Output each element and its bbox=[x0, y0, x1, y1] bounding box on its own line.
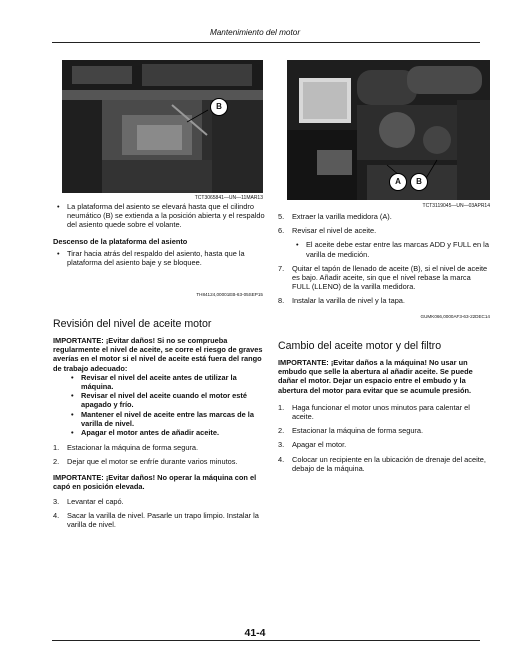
seat-lower-heading: Descenso de la plataforma del asiento bbox=[53, 236, 188, 246]
seat-raise-bullet: • La plataforma del asiento se elevará hasta que el cilindro neumático (B) se extienda a la posición abierta y el respaldo del asiento quede sobre el volante. bbox=[53, 202, 265, 230]
step-item bbox=[278, 296, 490, 305]
section-title-oil-change: Cambio del aceite motor y del filtro bbox=[278, 340, 442, 352]
step-item bbox=[53, 443, 265, 452]
step-text: Quitar el tapón de llenado de aceite (B), si el nivel de aceite es bajo. Añadir aceite, sin que el nivel rebase la marca FULL (LLENO) de la varilla medidora. bbox=[292, 263, 488, 292]
step-item bbox=[278, 264, 490, 292]
important-label: IMPORTANTE: bbox=[53, 336, 104, 345]
step-text: Estacionar la máquina de forma segura. bbox=[292, 426, 424, 436]
step-number: 2. bbox=[53, 457, 60, 467]
important-notice-3 bbox=[278, 358, 490, 395]
step-number: 3. bbox=[278, 440, 285, 450]
step-number: 8. bbox=[278, 296, 285, 306]
step-item bbox=[278, 226, 490, 235]
step-text: Extraer la varilla medidora (A). bbox=[292, 212, 392, 221]
step-item bbox=[278, 403, 490, 421]
step-number: 3. bbox=[53, 497, 60, 507]
step-number: 4. bbox=[53, 511, 60, 521]
step-text: Haga funcionar el motor unos minutos para calentar el aceite. bbox=[292, 402, 470, 422]
callout-b: B bbox=[410, 173, 428, 191]
step-text: Revisar el nivel de aceite. bbox=[292, 226, 377, 236]
step-item bbox=[53, 497, 265, 506]
step-item bbox=[53, 511, 265, 529]
step-number: 7. bbox=[278, 263, 285, 273]
important-text: ¡Evitar daños! No operar la máquina con el capó en posición elevada. bbox=[53, 472, 257, 491]
step-item bbox=[278, 455, 490, 473]
figure2-caption: TCT3119045—UN—03APR14 bbox=[422, 203, 490, 209]
seat-platform-illustration bbox=[62, 60, 263, 193]
list-item: • Revisar el nivel del aceite antes de utilizar la máquina. bbox=[67, 373, 265, 391]
reference-code-1: TH84124,00001EB-63-05SEP15 bbox=[196, 292, 263, 297]
step-text: Estacionar la máquina de forma segura. bbox=[67, 443, 199, 453]
step-number: 2. bbox=[278, 426, 285, 436]
step-number: 6. bbox=[278, 226, 285, 236]
engine-photo bbox=[287, 60, 490, 200]
step-number: 1. bbox=[53, 443, 60, 453]
page-header-title: Mantenimiento del motor bbox=[209, 28, 301, 37]
list-item: • Mantener el nivel de aceite entre las marcas de la varilla de nivel. bbox=[67, 410, 265, 428]
important-label: IMPORTANTE: bbox=[278, 358, 329, 367]
figure1-caption: TCT3065841—UN—11MAR13 bbox=[194, 195, 263, 201]
important-bullets bbox=[53, 373, 265, 437]
section-title-oil-level: Revisión del nivel de aceite motor bbox=[53, 318, 212, 330]
step-number: 4. bbox=[278, 454, 285, 464]
step-item bbox=[278, 440, 490, 449]
important-text: ¡Evitar daños a la máquina! No usar un embudo que selle la abertura al añadir aceite. Se puede dañar el motor. Dejar un espacio entre el embudo y la abertura del motor para evitar que se acumule presión. bbox=[278, 358, 473, 395]
seat-lower-bullet: • Tirar hacia atrás del respaldo del asiento, hasta que la plataforma del asiento baje y se bloquee. bbox=[53, 249, 265, 267]
list-item: • Apagar el motor antes de añadir aceite. bbox=[67, 428, 265, 437]
step-text: Instalar la varilla de nivel y la tapa. bbox=[292, 296, 405, 306]
callout-a: A bbox=[389, 173, 407, 191]
important-notice-1 bbox=[53, 336, 265, 373]
callout-b: B bbox=[210, 98, 228, 116]
footer-rule bbox=[52, 640, 480, 641]
important-notice-2 bbox=[53, 473, 265, 491]
seat-platform-photo bbox=[62, 60, 263, 193]
important-label: IMPORTANTE: bbox=[53, 472, 104, 482]
list-item: • Revisar el nivel del aceite cuando el motor esté apagado y frío. bbox=[67, 391, 265, 409]
step-text: Apagar el motor. bbox=[292, 440, 347, 450]
reference-code-2: GUMK066,0000AF3-63-22DEC14 bbox=[420, 314, 490, 319]
step-text: Colocar un recipiente en la ubicación de drenaje del aceite, debajo de la máquina. bbox=[292, 454, 486, 473]
step-item bbox=[278, 212, 490, 221]
page-number: 41-4 bbox=[244, 627, 266, 639]
important-text: ¡Evitar daños! Si no se comprueba regularmente el nivel de aceite, se corre el riesgo de graves averías en el motor si el nivel de aceite está fuera del rango de trabajo adecuado: bbox=[53, 336, 263, 373]
step-item bbox=[278, 426, 490, 435]
step-number: 1. bbox=[278, 402, 285, 412]
step-text: Sacar la varilla de nivel. Pasarle un trapo limpio. Instalar la varilla de nivel. bbox=[67, 511, 259, 530]
step-number: 5. bbox=[278, 212, 285, 221]
step-text: Dejar que el motor se enfríe durante varios minutos. bbox=[67, 457, 238, 467]
step-item bbox=[53, 457, 265, 466]
oil-level-sub-bullet: • El aceite debe estar entre las marcas ADD y FULL en la varilla de medición. bbox=[292, 240, 490, 258]
step-text: Levantar el capó. bbox=[67, 497, 124, 507]
header-rule bbox=[52, 42, 480, 43]
